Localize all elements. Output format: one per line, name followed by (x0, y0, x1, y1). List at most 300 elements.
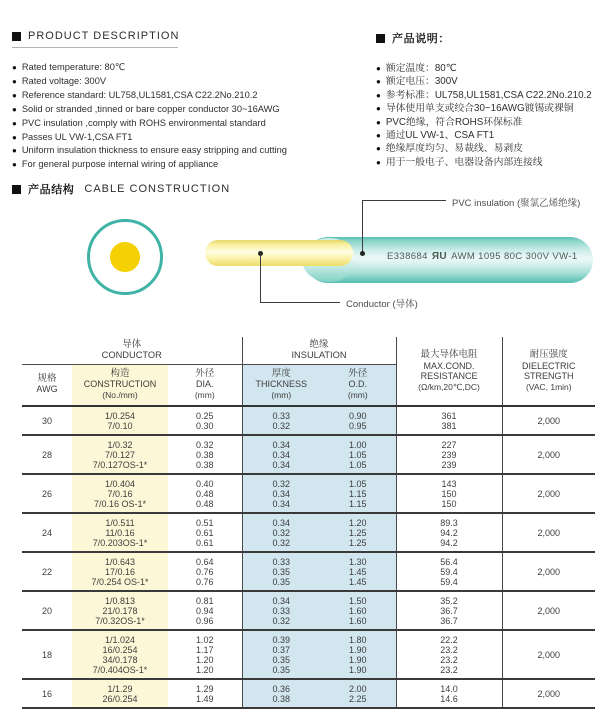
cell-line: 0.34 (272, 518, 291, 528)
product-description-list-en (12, 61, 370, 172)
cell-resistance (396, 679, 502, 708)
column-header-strength (502, 337, 595, 406)
bullet-icon: ● (376, 90, 381, 100)
cell-line: 26 (41, 489, 52, 499)
cell-line: 7/0.10 (107, 421, 133, 431)
cell-line: 1.29 (195, 684, 214, 694)
product-description-title (12, 30, 370, 42)
group-label-zh: 绝缘 (309, 339, 329, 351)
cell-construction (72, 679, 168, 708)
cell-od (320, 679, 396, 708)
cell-line: 23.2 (440, 665, 458, 675)
cell-line: 1.80 (349, 635, 367, 645)
cell-awg (22, 630, 72, 679)
cell-od (320, 474, 396, 513)
cable-construction-section (0, 179, 603, 334)
cell-line: 0.90 (349, 411, 367, 421)
bullet-icon: ● (12, 63, 17, 72)
cell-line: 59.4 (440, 577, 458, 587)
bullet-text: PVC insulation ,comply with ROHS environmental standard (21, 117, 266, 128)
cell-line: 0.81 (195, 596, 214, 606)
cell-line: 1.90 (349, 645, 367, 655)
cell-line: 26/0.254 (102, 694, 138, 704)
col-label-zh: 外径 (348, 367, 368, 379)
cell-line: 227 (441, 440, 457, 450)
col-label-en: THICKNESS (255, 379, 308, 389)
cell-line: 2,000 (537, 416, 561, 426)
bullet-text: Reference standard: UL758,UL1581,CSA C22.2No.210.2 (21, 89, 258, 100)
cell-resistance (396, 406, 502, 435)
conductor-leader-line (260, 302, 340, 303)
bullet-item (12, 144, 370, 158)
cell-line: 239 (441, 460, 457, 470)
cell-resistance (396, 474, 502, 513)
bullet-item (12, 131, 370, 145)
section-title-text: 产品说明： (392, 33, 450, 45)
table-row (22, 474, 595, 513)
cell-line: 7/0.32OS-1* (95, 616, 145, 626)
cell-line: 59.4 (440, 567, 458, 577)
cell-line: 0.33 (272, 606, 291, 616)
cell-strength (502, 679, 595, 708)
bullet-icon: ● (12, 118, 17, 128)
cell-strength (502, 630, 595, 679)
cell-dia (168, 591, 242, 630)
cell-line: 2.25 (349, 694, 367, 704)
table-row (22, 679, 595, 708)
cell-line: 0.34 (272, 460, 291, 470)
cell-line: 1.90 (349, 665, 367, 675)
cell-line: 1.17 (195, 645, 214, 655)
table-row (22, 435, 595, 474)
bullet-icon: ● (376, 104, 381, 114)
cell-line: 381 (441, 421, 457, 431)
table-row (22, 406, 595, 435)
cell-line: 1.05 (349, 479, 367, 489)
cell-thickness (242, 679, 320, 708)
cell-thickness (242, 630, 320, 679)
cell-line: 0.76 (195, 567, 214, 577)
cell-line: 361 (441, 411, 457, 421)
cell-dia (168, 474, 242, 513)
cell-line: 1/0.813 (104, 596, 136, 606)
group-label-zh: 导体 (122, 339, 142, 351)
cell-line: 1.90 (349, 655, 367, 665)
cell-od (320, 552, 396, 591)
cell-construction (72, 513, 168, 552)
column-header-resistance (396, 337, 502, 406)
cell-line: 0.38 (272, 694, 291, 704)
cell-resistance (396, 513, 502, 552)
cell-line: 1.00 (349, 440, 367, 450)
ul-recognized-mark-icon: ЯU (431, 251, 448, 262)
cell-line: 7/0.16 (107, 489, 133, 499)
bullet-icon: ● (12, 160, 17, 170)
group-label-en: INSULATION (291, 350, 347, 361)
cell-line: 1.60 (349, 606, 367, 616)
cell-line: 35.2 (440, 596, 458, 606)
cell-line: 0.32 (272, 479, 291, 489)
cable-construction-title (12, 181, 230, 197)
cell-line: 20 (41, 606, 52, 616)
cell-line: 0.38 (195, 450, 214, 460)
bullet-item (376, 156, 603, 169)
cell-awg (22, 513, 72, 552)
cell-line: 7/0.203OS-1* (92, 538, 148, 548)
cell-line: 0.34 (272, 499, 291, 509)
cell-od (320, 630, 396, 679)
cell-line: 14.6 (440, 694, 458, 704)
bullet-item (376, 62, 603, 75)
cell-line: 1/0.404 (104, 479, 136, 489)
cell-line: 0.35 (272, 567, 291, 577)
cell-line: 34/0.178 (102, 655, 138, 665)
product-description-list-zh (376, 62, 603, 169)
cell-line: 23.2 (440, 655, 458, 665)
cell-dia (168, 513, 242, 552)
cable-print-text (387, 251, 587, 262)
cell-line: 94.2 (440, 528, 458, 538)
cell-line: 14.0 (440, 684, 458, 694)
cell-line: 56.4 (440, 557, 458, 567)
cell-line: 7/0.404OS-1* (92, 665, 148, 675)
cell-line: 28 (41, 450, 52, 460)
section-title-en: CABLE CONSTRUCTION (84, 183, 231, 195)
cell-line: 1.20 (195, 665, 214, 675)
table-row (22, 591, 595, 630)
cell-resistance (396, 552, 502, 591)
col-unit: (No./mm) (102, 389, 138, 400)
cell-line: 0.51 (195, 518, 214, 528)
bullet-icon: ● (12, 76, 17, 86)
col-label-zh: 规格 (37, 372, 57, 384)
col-label-en: CONSTRUCTION (83, 379, 157, 389)
cell-strength (502, 474, 595, 513)
cell-line: 0.32 (195, 440, 214, 450)
cell-awg (22, 591, 72, 630)
cell-thickness (242, 435, 320, 474)
cell-line: 1.25 (349, 538, 367, 548)
bullet-item (12, 61, 370, 75)
cell-line: 17/0.16 (104, 567, 136, 577)
cell-construction (72, 630, 168, 679)
cell-line: 2,000 (537, 650, 561, 660)
bullet-text: 参考标准：UL758,UL1581,CSA C22.2No.210.2 (385, 89, 592, 101)
bullet-item (12, 75, 370, 89)
cell-line: 0.25 (195, 411, 214, 421)
column-header-dia (168, 364, 242, 406)
bullet-icon: ● (376, 64, 381, 73)
bullet-item (12, 89, 370, 103)
section-title-zh: 产品结构 (28, 184, 75, 196)
col-unit: (VAC, 1min) (525, 381, 572, 392)
col-unit: (mm) (347, 389, 368, 400)
col-unit: (mm) (194, 389, 215, 400)
cell-line: 2,000 (537, 528, 561, 538)
cell-line: 150 (441, 499, 457, 509)
cell-line: 239 (441, 450, 457, 460)
cell-line: 0.33 (272, 557, 291, 567)
bullet-item (376, 129, 603, 142)
col-label-en: DIA. (196, 379, 214, 389)
cell-line: 36.7 (440, 616, 458, 626)
cell-line: 0.32 (272, 421, 291, 431)
cell-line: 2,000 (537, 567, 561, 577)
cell-thickness (242, 406, 320, 435)
col-label-en: RESISTANCE (420, 371, 478, 381)
cell-line: 0.48 (195, 499, 214, 509)
cell-line: 0.64 (195, 557, 214, 567)
bullet-item (12, 117, 370, 131)
cell-line: 0.61 (195, 528, 214, 538)
cell-line: 2,000 (537, 450, 561, 460)
cell-line: 1/0.643 (104, 557, 136, 567)
cell-construction (72, 406, 168, 435)
cell-line: 18 (41, 650, 52, 660)
bullet-text: PVC绝缘，符合ROHS环保标准 (385, 116, 523, 128)
cell-line: 1/1.024 (104, 635, 136, 645)
cell-line: 150 (441, 489, 457, 499)
group-header-insulation (242, 337, 396, 364)
col-label-en: O.D. (348, 379, 368, 389)
cell-line: 16/0.254 (102, 645, 138, 655)
cell-strength (502, 513, 595, 552)
col-label-zh: 厚度 (271, 367, 291, 379)
table-group-header-row (22, 337, 595, 364)
cell-line: 1.15 (349, 499, 367, 509)
conductor-label: Conductor (导体) (346, 299, 418, 310)
cell-line: 0.40 (195, 479, 214, 489)
cell-line: 1.15 (349, 489, 367, 499)
bullet-icon: ● (376, 77, 381, 87)
table-row (22, 513, 595, 552)
cable-conductor-illustration (205, 240, 353, 266)
table-row (22, 630, 595, 679)
cell-line: 89.3 (440, 518, 458, 528)
table-row (22, 552, 595, 591)
cell-strength (502, 406, 595, 435)
bullet-icon: ● (12, 104, 17, 114)
cell-line: 0.96 (195, 616, 214, 626)
cell-resistance (396, 630, 502, 679)
cell-od (320, 406, 396, 435)
cable-cert-number: E338684 (387, 251, 428, 262)
cell-construction (72, 591, 168, 630)
spec-table-section (22, 337, 595, 709)
spec-table (22, 337, 595, 709)
bullet-text: For general purpose internal wiring of appliance (21, 159, 219, 170)
cell-line: 0.61 (195, 538, 214, 548)
bullet-text: 用于一般电子、电器设备内部连接线 (385, 156, 543, 168)
cell-dia (168, 406, 242, 435)
group-label-en: CONDUCTOR (101, 350, 162, 361)
col-label-zh: 外径 (195, 367, 215, 379)
cell-line: 7/0.254 OS-1* (91, 577, 149, 587)
col-label-zh: 构造 (110, 367, 130, 379)
cell-line: 7/0.127 (104, 450, 136, 460)
cell-line: 94.2 (440, 538, 458, 548)
cell-od (320, 513, 396, 552)
cell-line: 24 (41, 528, 52, 538)
cell-dia (168, 435, 242, 474)
cell-line: 0.76 (195, 577, 214, 587)
conductor-core-icon (110, 242, 140, 272)
bullet-icon: ● (376, 131, 381, 141)
bullet-item (376, 102, 603, 115)
col-unit: (mm) (271, 389, 292, 400)
col-label-en: MAX.COND. (423, 360, 475, 371)
bullet-text: 绝缘厚度均匀、易裁线、易剥皮 (385, 143, 523, 155)
cell-strength (502, 435, 595, 474)
product-description-section-zh (376, 30, 603, 169)
bullet-text: Uniform insulation thickness to ensure easy stripping and cutting (21, 145, 287, 156)
pvc-leader-dot-icon (360, 251, 365, 256)
cell-line: 0.36 (272, 684, 291, 694)
pvc-insulation-label: PVC insulation (聚氯乙烯绝缘) (452, 198, 581, 209)
cell-line: 0.35 (272, 577, 291, 587)
section-title-text: PRODUCT DESCRIPTION (28, 30, 180, 42)
cell-thickness (242, 591, 320, 630)
cell-line: 1.50 (349, 596, 367, 606)
bullet-icon: ● (12, 90, 17, 100)
cell-line: 1.20 (349, 518, 367, 528)
cell-line: 11/0.16 (105, 528, 135, 538)
cell-line: 21/0.178 (102, 606, 138, 616)
bullet-item (12, 103, 370, 117)
cell-od (320, 591, 396, 630)
cell-resistance (396, 591, 502, 630)
bullet-item (376, 89, 603, 102)
square-bullet-icon (376, 34, 385, 43)
product-description-title-zh (376, 30, 603, 46)
bullet-text: 导体使用单支或绞合30~16AWG镀锡或裸铜 (385, 103, 574, 115)
bullet-text: 额定电压：300V (385, 76, 458, 88)
bullet-text: Solid or stranded ,tinned or bare copper conductor 30~16AWG (21, 103, 280, 114)
cell-resistance (396, 435, 502, 474)
col-label-zh: 最大导体电阻 (420, 349, 478, 360)
cell-line: 0.37 (272, 645, 291, 655)
cell-thickness (242, 474, 320, 513)
cell-awg (22, 474, 72, 513)
col-label-zh: 耐压强度 (529, 349, 568, 360)
conductor-leader-line (260, 253, 261, 303)
pvc-leader-line (362, 200, 363, 253)
cell-line: 36.7 (440, 606, 458, 616)
col-label-en: AWG (36, 384, 58, 395)
col-label-en: DIELECTRIC (522, 360, 576, 371)
title-underline (12, 47, 178, 48)
cell-line: 0.34 (272, 596, 291, 606)
cell-awg (22, 679, 72, 708)
cell-construction (72, 474, 168, 513)
cell-line: 7/0.16 OS-1* (93, 499, 147, 509)
cell-line: 1/0.32 (107, 440, 133, 450)
bullet-item (376, 75, 603, 88)
cell-thickness (242, 552, 320, 591)
col-label-en: STRENGTH (524, 371, 574, 381)
product-description-section-en (12, 30, 370, 172)
cell-line: 0.95 (349, 421, 367, 431)
bullet-icon: ● (376, 144, 381, 154)
cell-line: 23.2 (440, 645, 458, 655)
bullet-item (12, 158, 370, 172)
cell-line: 0.38 (195, 460, 214, 470)
cell-line: 0.48 (195, 489, 214, 499)
cable-cross-section-icon (87, 219, 163, 295)
cell-line: 0.34 (272, 440, 291, 450)
square-bullet-icon (12, 185, 21, 194)
cell-line: 1.45 (349, 577, 367, 587)
cell-awg (22, 552, 72, 591)
cell-line: 1/0.254 (104, 411, 136, 421)
bullet-text: Rated temperature: 80℃ (21, 62, 126, 72)
cell-line: 1.49 (195, 694, 214, 704)
square-bullet-icon (12, 32, 21, 41)
cell-line: 0.30 (195, 421, 214, 431)
cell-line: 1/0.511 (105, 518, 135, 528)
cell-line: 16 (41, 689, 52, 699)
cell-line: 0.39 (272, 635, 291, 645)
column-header-thickness (242, 364, 320, 406)
cell-line: 1.05 (349, 450, 367, 460)
cell-line: 22.2 (440, 635, 458, 645)
cell-line: 1.25 (349, 528, 367, 538)
cell-strength (502, 552, 595, 591)
column-header-construction (72, 364, 168, 406)
pvc-leader-line (362, 200, 446, 201)
cell-construction (72, 552, 168, 591)
cell-thickness (242, 513, 320, 552)
cell-line: 0.32 (272, 616, 291, 626)
group-header-conductor (22, 337, 242, 364)
bullet-icon: ● (12, 132, 17, 142)
cell-line: 1.05 (349, 460, 367, 470)
cell-line: 22 (41, 567, 52, 577)
cell-line: 0.32 (272, 528, 291, 538)
cell-awg (22, 406, 72, 435)
bullet-text: 通过UL VW-1、CSA FT1 (385, 130, 495, 142)
cell-line: 7/0.127OS-1* (92, 460, 148, 470)
bullet-icon: ● (376, 157, 381, 167)
bullet-item (376, 142, 603, 155)
cell-line: 0.33 (272, 411, 291, 421)
cell-line: 143 (441, 479, 457, 489)
cell-od (320, 435, 396, 474)
cell-line: 1.60 (349, 616, 367, 626)
cell-line: 2,000 (537, 489, 561, 499)
column-header-awg (22, 364, 72, 406)
cell-line: 2,000 (537, 689, 561, 699)
cell-construction (72, 435, 168, 474)
cell-dia (168, 630, 242, 679)
bullet-text: 额定温度：80℃ (385, 63, 457, 74)
cell-line: 2,000 (537, 606, 561, 616)
cell-line: 0.35 (272, 655, 291, 665)
cell-line: 1.20 (195, 655, 214, 665)
bullet-icon: ● (376, 117, 381, 127)
cable-spec-text: AWM 1095 80C 300V VW-1 (451, 251, 578, 262)
cell-line: 0.34 (272, 489, 291, 499)
column-header-od (320, 364, 396, 406)
cell-line: 0.34 (272, 450, 291, 460)
cell-line: 0.94 (195, 606, 214, 616)
cell-line: 0.32 (272, 538, 291, 548)
bullet-text: Passes UL VW-1,CSA FT1 (21, 131, 133, 142)
cell-line: 0.35 (272, 665, 291, 675)
bullet-icon: ● (12, 146, 17, 156)
spec-table-body (22, 406, 595, 708)
cell-awg (22, 435, 72, 474)
